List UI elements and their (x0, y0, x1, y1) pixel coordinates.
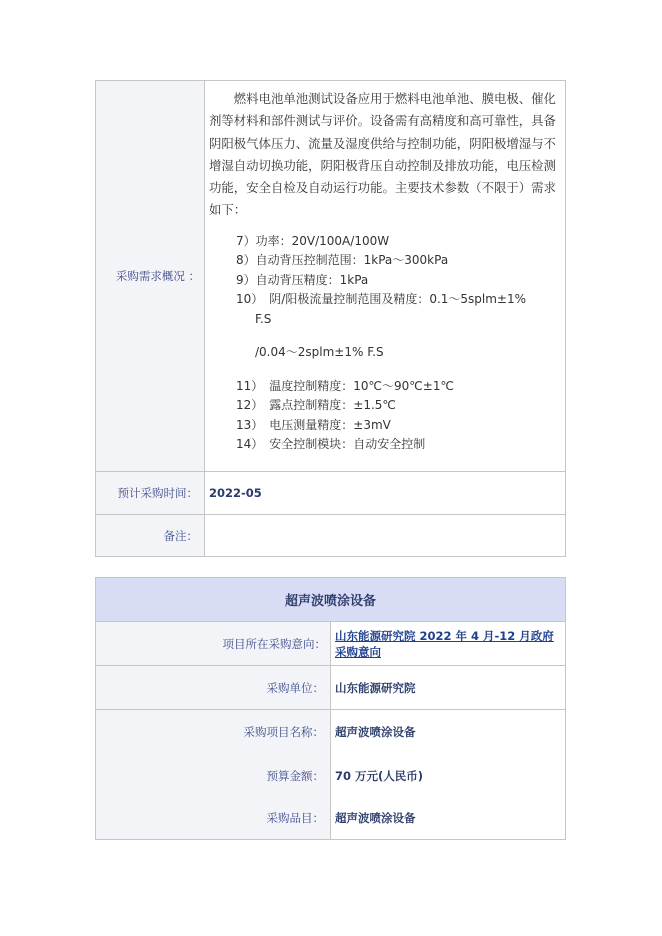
intent-value-cell (331, 622, 566, 666)
name-label: 采购项目名称： (96, 710, 331, 754)
remark-label: 备注： (96, 515, 205, 557)
param-continuation: F.S (255, 311, 272, 326)
name-value: 超声波喷涂设备 (335, 724, 416, 739)
project-table (95, 577, 566, 840)
demand-row (96, 81, 566, 472)
param-item: 8）自动背压控制范围：1kPa～300kPa (236, 253, 449, 268)
unit-row (96, 666, 566, 710)
unit-value: 山东能源研究院 (335, 680, 416, 695)
item-value: 超声波喷涂设备 (335, 811, 416, 826)
budget-value: 70 万元(人民币) (335, 768, 424, 783)
time-row (96, 472, 566, 515)
item-value-cell (331, 798, 566, 840)
project-title: 超声波喷涂设备 (96, 578, 566, 622)
intent-row (96, 622, 566, 666)
demand-content (205, 81, 566, 472)
unit-value-cell (331, 666, 566, 710)
param-item (236, 290, 565, 363)
param-item: 7）功率：20V/100A/100W (236, 233, 390, 248)
item-row (96, 798, 566, 840)
title-row (96, 578, 566, 622)
name-row (96, 710, 566, 754)
demand-table (95, 80, 566, 557)
param-line: 10） 阴/阳极流量控制范围及精度：0.1～5splm±1% (236, 292, 527, 307)
time-value-cell (205, 472, 566, 515)
param-item: 14） 安全控制模块：自动安全控制 (236, 437, 426, 452)
param-item: 9）自动背压精度：1kPa (236, 272, 369, 287)
param-list (209, 232, 565, 455)
demand-label: 采购需求概况 ： (96, 81, 205, 472)
param-item: 12） 露点控制精度：±1.5℃ (236, 398, 396, 413)
remark-row (96, 515, 566, 557)
unit-label: 采购单位： (96, 666, 331, 710)
budget-label: 预算金额： (96, 754, 331, 798)
time-value: 2022-05 (209, 486, 262, 500)
param-continuation: /0.04～2splm±1% F.S (255, 345, 384, 360)
name-value-cell (331, 710, 566, 754)
intent-label: 项目所在采购意向： (96, 622, 331, 666)
param-item: 13） 电压测量精度：±3mV (236, 417, 391, 432)
item-label: 采购品目： (96, 798, 331, 840)
param-item: 11） 温度控制精度：10℃～90℃±1℃ (236, 378, 454, 393)
intent-link[interactable]: 山东能源研究院 2022 年 4 月-12 月政府采购意向 (335, 628, 554, 659)
time-label: 预计采购时间： (96, 472, 205, 515)
budget-row (96, 754, 566, 798)
budget-value-cell (331, 754, 566, 798)
demand-intro: 燃料电池单池测试设备应用于燃料电池单池、膜电极、催化剂等材料和部件测试与评价。设备需有高精度和高可靠性，具备阴阳极气体压力、流量及湿度供给与控制功能，阴阳极增湿与不增湿自动切换功能，阴阳极背压自动控制及排放功能，电压检测功能，安全自检及自动运行功能。主要技术参数（不限于）需求如下： (209, 91, 556, 218)
remark-value (205, 515, 566, 557)
